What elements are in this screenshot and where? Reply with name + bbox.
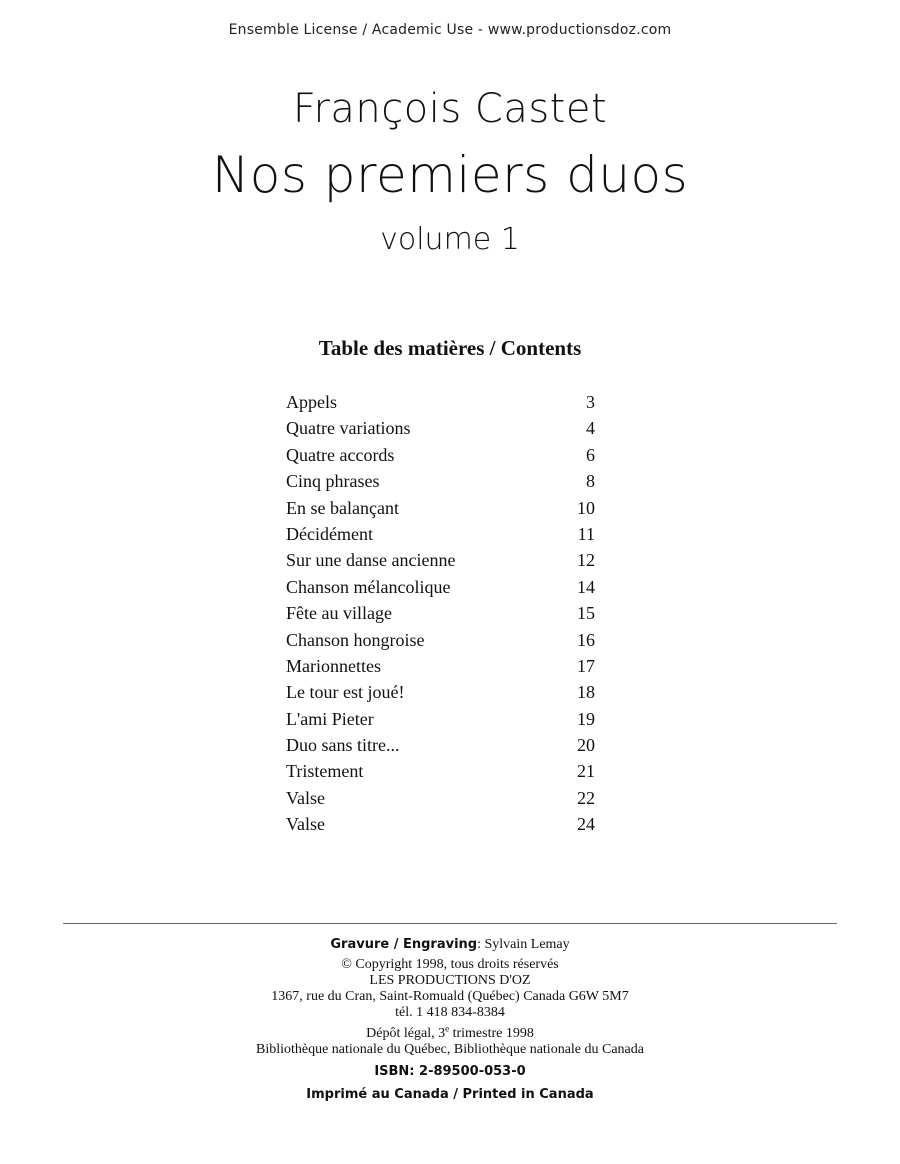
toc-entry <box>286 574 595 600</box>
toc-entry-page: 18 <box>577 682 595 703</box>
toc-entry-title: Fête au village <box>286 603 392 624</box>
toc-entry <box>286 389 595 415</box>
toc-entry-title: En se balançant <box>286 497 399 518</box>
toc-entry-page: 16 <box>577 629 595 650</box>
engraving-label: Gravure / Engraving <box>330 937 478 952</box>
toc-entry-page: 8 <box>586 471 595 492</box>
toc-entry <box>286 468 595 494</box>
composer-name: François Castet <box>292 86 608 132</box>
toc-entry-page: 4 <box>586 418 595 439</box>
toc-entry-page: 11 <box>577 523 595 544</box>
toc-entry <box>286 811 595 837</box>
footer-divider <box>63 923 837 924</box>
engraving-credit <box>0 935 900 953</box>
toc-entry <box>286 732 595 758</box>
license-notice: Ensemble License / Academic Use - www.productionsdoz.com <box>228 22 672 38</box>
toc-entry <box>286 442 595 468</box>
legal-deposit-ordinal: e <box>445 1023 450 1034</box>
toc-entry-title: Duo sans titre... <box>286 735 400 756</box>
volume-label: volume 1 <box>380 222 520 257</box>
toc-entry-title: Chanson hongroise <box>286 629 425 650</box>
isbn: ISBN: 2-89500-053-0 <box>374 1064 526 1079</box>
toc-entry-page: 20 <box>577 735 595 756</box>
toc-entry-page: 19 <box>577 708 595 729</box>
toc-entry <box>286 653 595 679</box>
toc-entry-title: Cinq phrases <box>286 471 380 492</box>
toc-entry <box>286 547 595 573</box>
engraver-name: Sylvain Lemay <box>484 937 570 952</box>
copyright-line: © Copyright 1998, tous droits réservés <box>341 957 559 972</box>
toc-entry-title: Le tour est joué! <box>286 682 405 703</box>
toc-entry-title: Appels <box>286 392 337 412</box>
toc-entry-page: 14 <box>577 576 595 597</box>
toc-entry-page: 12 <box>577 550 595 571</box>
toc-entry-title: Quatre variations <box>286 418 411 439</box>
toc-entry-title: Valse <box>286 787 325 808</box>
toc-entry <box>286 627 595 653</box>
toc-entry-page: 6 <box>586 444 595 465</box>
toc-entry-page: 10 <box>577 497 595 518</box>
toc-entry-title: L'ami Pieter <box>286 708 374 729</box>
toc-entry-page: 24 <box>577 814 595 835</box>
table-of-contents <box>286 389 595 838</box>
toc-entry-title: Décidément <box>286 523 373 544</box>
toc-entry-page: 21 <box>577 761 595 782</box>
toc-entry-title: Valse <box>286 814 325 835</box>
toc-entry-page: 22 <box>577 787 595 808</box>
publisher-phone: tél. 1 418 834-8384 <box>395 1005 505 1020</box>
toc-entry <box>286 758 595 784</box>
toc-entry <box>286 679 595 705</box>
engraving-separator: : <box>477 937 485 952</box>
toc-entry <box>286 495 595 521</box>
toc-entry-title: Marionnettes <box>286 655 381 676</box>
printed-in: Imprimé au Canada / Printed in Canada <box>306 1087 594 1102</box>
toc-entry <box>286 521 595 547</box>
toc-entry-title: Quatre accords <box>286 444 395 465</box>
toc-entry-title: Sur une danse ancienne <box>286 550 456 571</box>
toc-entry <box>286 785 595 811</box>
publisher-address: 1367, rue du Cran, Saint-Romuald (Québec) Canada G6W 5M7 <box>271 989 629 1004</box>
national-libraries: Bibliothèque nationale du Québec, Bibliothèque nationale du Canada <box>255 1042 644 1057</box>
toc-entry <box>286 706 595 732</box>
toc-entry-title: Chanson mélancolique <box>286 576 451 597</box>
toc-heading: Table des matières / Contents <box>318 336 582 360</box>
legal-deposit <box>0 1023 900 1042</box>
toc-entry <box>286 415 595 441</box>
legal-deposit-suffix: trimestre 1998 <box>449 1026 534 1041</box>
toc-entry-page: 3 <box>586 392 595 412</box>
book-title: Nos premiers duos <box>211 146 689 204</box>
legal-deposit-prefix: Dépôt légal, 3 <box>366 1026 446 1041</box>
toc-entry-page: 17 <box>577 655 595 676</box>
toc-entry <box>286 600 595 626</box>
toc-entry-page: 15 <box>577 603 595 624</box>
publisher-name: LES PRODUCTIONS D'OZ <box>369 973 531 988</box>
toc-entry-title: Tristement <box>286 761 364 782</box>
